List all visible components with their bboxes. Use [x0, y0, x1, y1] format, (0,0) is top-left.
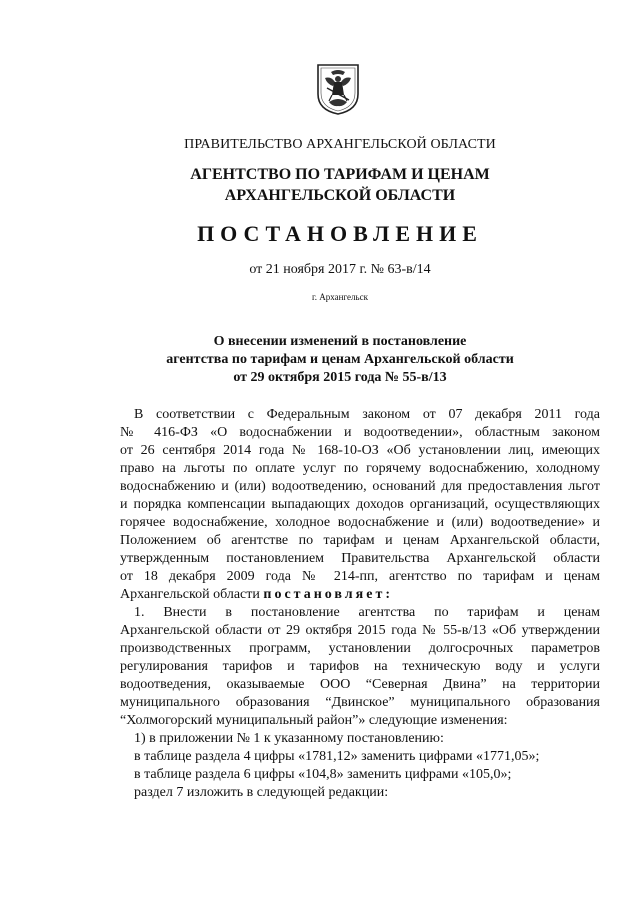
- sub-item-line: раздел 7 изложить в следующей редакции:: [134, 785, 389, 800]
- sub-item-line: в таблице раздела 6 цифры «104,8» заменить цифрами «105,0»;: [134, 767, 512, 782]
- body-line: горячее водоснабжение, холодное водоснабжение и (или) водоотведение» и: [120, 515, 600, 530]
- body-line: Архангельской области от 29 октября 2015 года № 55-в/13 «Об утверждении: [120, 623, 600, 638]
- subject-line1: О внесении изменений в постановление: [213, 334, 467, 349]
- sub-item-line: 1) в приложении № 1 к указанному постановлению:: [134, 731, 444, 746]
- resolves-word: постановляет:: [263, 587, 393, 602]
- body-line: от 26 сентября 2014 года № 168-10-ОЗ «Об установлении лиц, имеющих: [120, 443, 600, 458]
- subject-line2: агентства по тарифам и ценам Архангельской области: [166, 352, 514, 367]
- agency-name-line2: АРХАНГЕЛЬСКОЙ ОБЛАСТИ: [224, 187, 456, 204]
- body-line: В соответствии с Федеральным законом от 07 декабря 2011 года: [134, 407, 600, 422]
- body-line: производственных программ, установлении долгосрочных параметров: [120, 641, 600, 656]
- body-line: Положением об агентстве по тарифам и ценам Архангельской области,: [120, 533, 600, 548]
- body-line: № 416-ФЗ «О водоснабжении и водоотведении», областным законом: [120, 425, 600, 440]
- government-name: ПРАВИТЕЛЬСТВО АРХАНГЕЛЬСКОЙ ОБЛАСТИ: [184, 137, 496, 152]
- body-line: регулирования тарифов и тарифов на техническую воду и услуги: [120, 659, 600, 674]
- body-line: право на льготы по оплате услуг по горячему водоснабжению, холодному: [120, 461, 600, 476]
- body-line: муниципального образования “Двинское” муниципального образования: [120, 695, 600, 710]
- document-city: г. Архангельск: [312, 292, 368, 302]
- coat-of-arms-emblem: [315, 62, 361, 116]
- body-line-resolves: [120, 586, 600, 604]
- body-line: водоснабжению и (или) водоотведению, оснований для предоставления льгот: [120, 479, 600, 494]
- sub-item-line: в таблице раздела 4 цифры «1781,12» заменить цифрами «1771,05»;: [134, 749, 540, 764]
- body-line: водоотведения, оказываемые ООО “Северная Двина” на территории: [120, 677, 600, 692]
- document-date-number: от 21 ноября 2017 г. № 63-в/14: [249, 262, 431, 277]
- item-1-line: 1. Внести в постановление агентства по тарифам и ценам: [134, 605, 600, 620]
- subject-line3: от 29 октября 2015 года № 55-в/13: [233, 370, 447, 385]
- body-line: и порядка компенсации выпадающих доходов организаций, осуществляющих: [120, 497, 600, 512]
- body-line: утвержденным постановлением Правительства Архангельской области: [120, 551, 600, 566]
- body-line-prefix: Архангельской области: [120, 587, 264, 602]
- agency-name-line1: АГЕНТСТВО ПО ТАРИФАМ И ЦЕНАМ: [190, 166, 490, 183]
- document-type-title: ПОСТАНОВЛЕНИЕ: [197, 221, 483, 246]
- body-line: от 18 декабря 2009 года № 214-пп, агентство по тарифам и ценам: [120, 569, 600, 584]
- body-line: “Холмогорский муниципальный район”» следующие изменения:: [120, 713, 508, 728]
